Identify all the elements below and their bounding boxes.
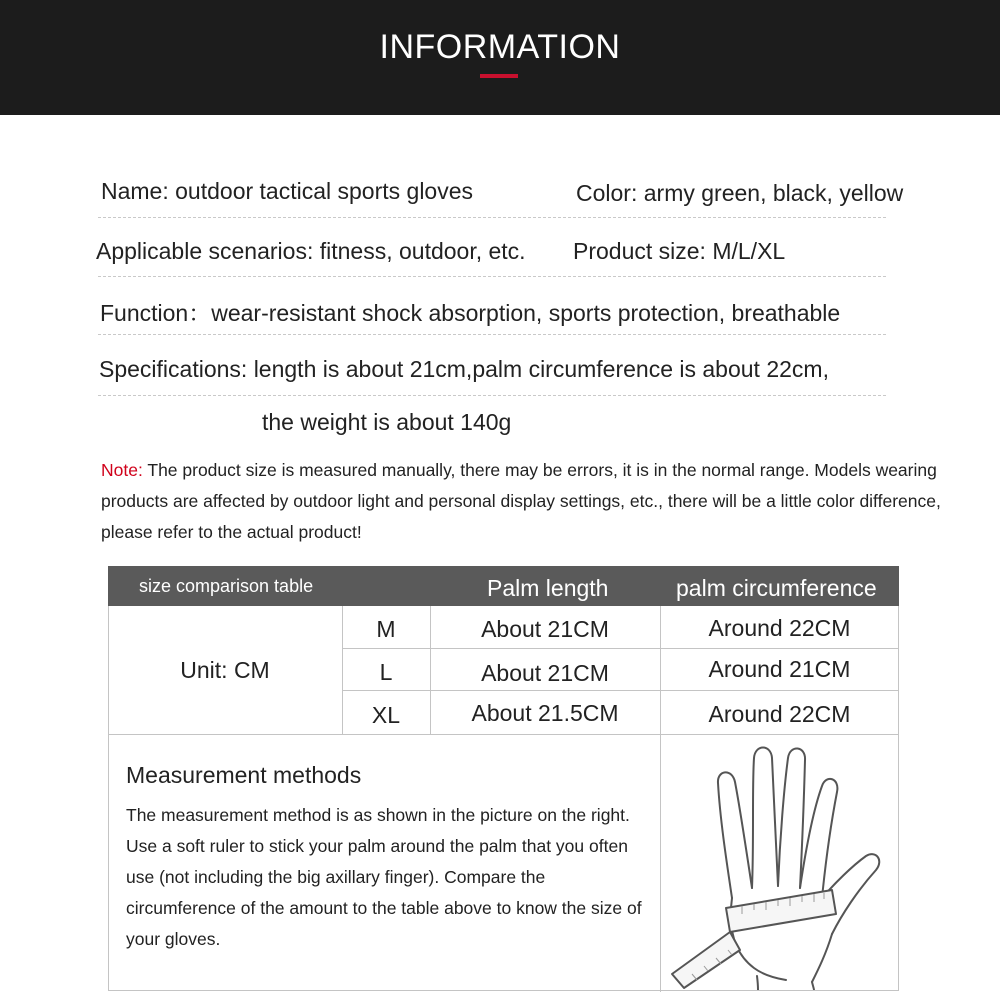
palm-circumference-cell: Around 22CM — [708, 615, 851, 641]
divider — [98, 217, 886, 218]
grid-line — [108, 734, 899, 735]
column-header-palm-circumference: palm circumference — [676, 575, 877, 601]
size-cell: XL — [371, 702, 401, 728]
palm-circumference-cell: Around 22CM — [708, 701, 851, 727]
size-comparison-table — [108, 566, 899, 992]
grid-line — [342, 648, 899, 649]
palm-length-cell: About 21CM — [481, 616, 609, 642]
table-header — [108, 566, 899, 606]
header-banner — [0, 0, 1000, 115]
size-cell: L — [379, 659, 393, 685]
column-header-palm-length: Palm length — [487, 575, 609, 601]
measurement-title: Measurement methods — [126, 762, 362, 788]
page-title: INFORMATION — [379, 28, 621, 66]
title-underline — [480, 74, 518, 78]
divider — [98, 395, 886, 396]
info-product-size: Product size: M/L/XL — [573, 238, 786, 264]
note-paragraph — [101, 455, 961, 548]
note-text: The product size is measured manually, there may be errors, it is in the normal range. Models wearing products are affected by outdoor light and personal display settings, etc., there will be a little color difference, please refer to the actual product! — [101, 460, 941, 542]
info-scenarios: Applicable scenarios: fitness, outdoor, etc. — [96, 238, 526, 264]
grid-line — [342, 690, 899, 691]
note-label: Note: — [101, 460, 143, 480]
info-specifications: Specifications: length is about 21cm,palm circumference is about 22cm, — [99, 356, 829, 382]
info-name: Name: outdoor tactical sports gloves — [101, 178, 474, 204]
divider — [98, 276, 886, 277]
table-title: size comparison table — [139, 576, 314, 596]
size-cell: M — [376, 616, 396, 642]
info-function: Function：wear-resistant shock absorption, sports protection, breathable — [100, 300, 841, 326]
divider — [98, 334, 886, 335]
info-weight: the weight is about 140g — [262, 409, 512, 435]
palm-circumference-cell: Around 21CM — [708, 656, 851, 682]
unit-label: Unit: CM — [180, 657, 270, 683]
palm-length-cell: About 21CM — [481, 660, 609, 686]
info-color: Color: army green, black, yellow — [576, 180, 904, 206]
palm-length-cell: About 21.5CM — [471, 700, 619, 726]
measurement-description: The measurement method is as shown in the picture on the right. Use a soft ruler to stick your palm around the palm that you often use (not including the big axillary finger). Compare the circumference of the amount to the table above to know the size of your gloves. — [126, 805, 642, 949]
hand-measurement-illustration — [662, 738, 898, 990]
